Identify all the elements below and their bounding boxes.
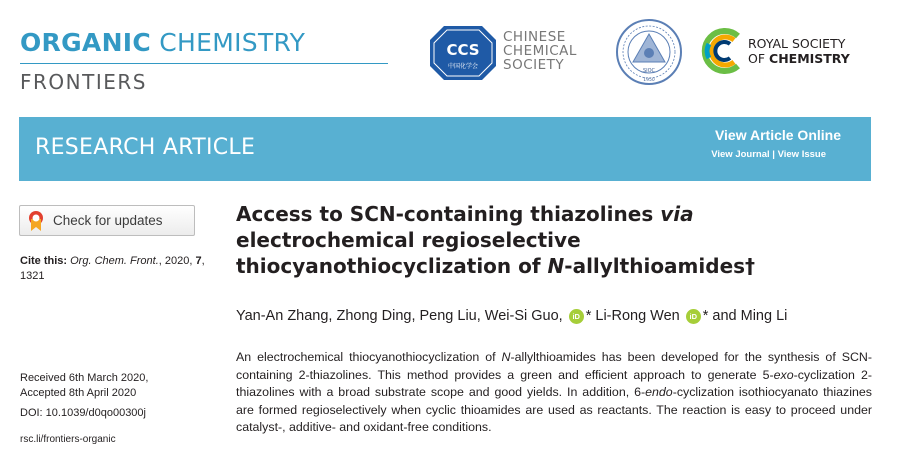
abstract-exo: exo <box>773 367 794 382</box>
view-links-separator: | <box>769 149 778 160</box>
title-part4: -allylthioamides† <box>564 254 756 278</box>
abstract-text-1: An electrochemical thiocyanothiocyclization of <box>236 350 502 364</box>
rsc-logo <box>700 26 875 80</box>
ccs-name-line1: CHINESE <box>503 29 566 45</box>
view-article-online-link[interactable]: View Article Online <box>714 127 841 143</box>
ccs-name-line2: CHEMICAL <box>503 43 577 59</box>
journal-name-strong: ORGANIC <box>20 28 152 57</box>
abstract-text-2: -allylthioamides has been developed for the synthesis of SCN-containing 2-thiazolines. This method provides a green and efficient approach to generate 5- <box>236 350 872 382</box>
article-type-banner <box>19 117 871 181</box>
cite-page: , 1321 <box>20 255 205 282</box>
cite-volume: 7 <box>195 255 202 267</box>
rsc-name-line2 <box>748 51 850 66</box>
ccs-badge-text: CCS <box>446 41 480 59</box>
bookmark-check-icon <box>27 210 45 232</box>
abstract <box>236 349 872 437</box>
rsc-c-mark-icon <box>700 26 744 76</box>
citation-info <box>20 254 225 284</box>
journal-site-link[interactable]: rsc.li/frontiers-organic <box>20 434 116 445</box>
article-type-label: RESEARCH ARTICLE <box>35 135 256 160</box>
view-issue-link[interactable]: View Issue <box>777 149 826 160</box>
abstract-endo: endo <box>645 385 673 400</box>
authors-part2: * Li-Rong Wen <box>585 308 680 324</box>
ccs-name <box>503 30 577 72</box>
ccs-logo <box>430 24 600 82</box>
cite-year: , 2020, <box>158 255 196 267</box>
journal-header <box>20 28 388 94</box>
article-title <box>236 201 856 279</box>
abstract-text-4: -cyclization isothiocyanato thiazines are formed regioselectively when cyclic thioamides are used as reactants. The reaction is easy to proceed under catalyst-, additive- and oxidant-free conditions. <box>236 385 872 435</box>
journal-subtitle: FRONTIERS <box>20 70 147 94</box>
ccs-badge-subtext: 中国化学会 <box>447 63 479 70</box>
orcid-icon[interactable]: iD <box>686 309 701 324</box>
sioc-seal-text: SIOC <box>642 68 656 74</box>
accepted-date: Accepted 8th April 2020 <box>20 387 137 399</box>
rsc-name <box>748 36 850 66</box>
rsc-name-line1: ROYAL SOCIETY <box>748 36 846 51</box>
title-via: via <box>660 202 694 226</box>
journal-name <box>20 28 388 58</box>
rsc-name-chemistry: CHEMISTRY <box>769 51 850 66</box>
check-for-updates-button[interactable] <box>19 205 195 236</box>
title-part2: electrochemical regioselective <box>236 228 581 252</box>
doi-link[interactable]: DOI: 10.1039/d0qo00300j <box>20 407 146 419</box>
journal-name-light: CHEMISTRY <box>159 28 306 57</box>
sioc-seal-logo <box>614 18 684 86</box>
rsc-name-of: OF <box>748 51 766 66</box>
ccs-badge-icon <box>430 26 496 80</box>
author-list <box>236 308 876 324</box>
view-links <box>711 149 826 160</box>
ccs-name-line3: SOCIETY <box>503 57 565 73</box>
authors-part1: Yan-An Zhang, Zhong Ding, Peng Liu, Wei-Si Guo, <box>236 308 563 324</box>
cite-label: Cite this: <box>20 255 68 267</box>
title-part1: Access to SCN-containing thiazolines <box>236 202 661 226</box>
authors-part3: * and Ming Li <box>702 308 788 324</box>
abstract-text-3: -cyclization 2-thiazolines with a broad substrate scope and good yields. In addition, 6- <box>236 367 872 400</box>
view-journal-link[interactable]: View Journal <box>711 149 770 160</box>
title-part3: thiocyanothiocyclization of <box>236 254 548 278</box>
article-history <box>20 371 148 401</box>
received-date: Received 6th March 2020, <box>20 372 149 384</box>
check-for-updates-label: Check for updates <box>53 213 163 228</box>
abstract-n: N <box>501 350 511 364</box>
orcid-icon[interactable]: iD <box>569 309 584 324</box>
title-n: N <box>547 254 565 278</box>
cite-journal: Org. Chem. Front. <box>70 255 159 267</box>
sioc-seal-year: 1950 <box>643 78 655 83</box>
journal-divider <box>20 63 388 64</box>
